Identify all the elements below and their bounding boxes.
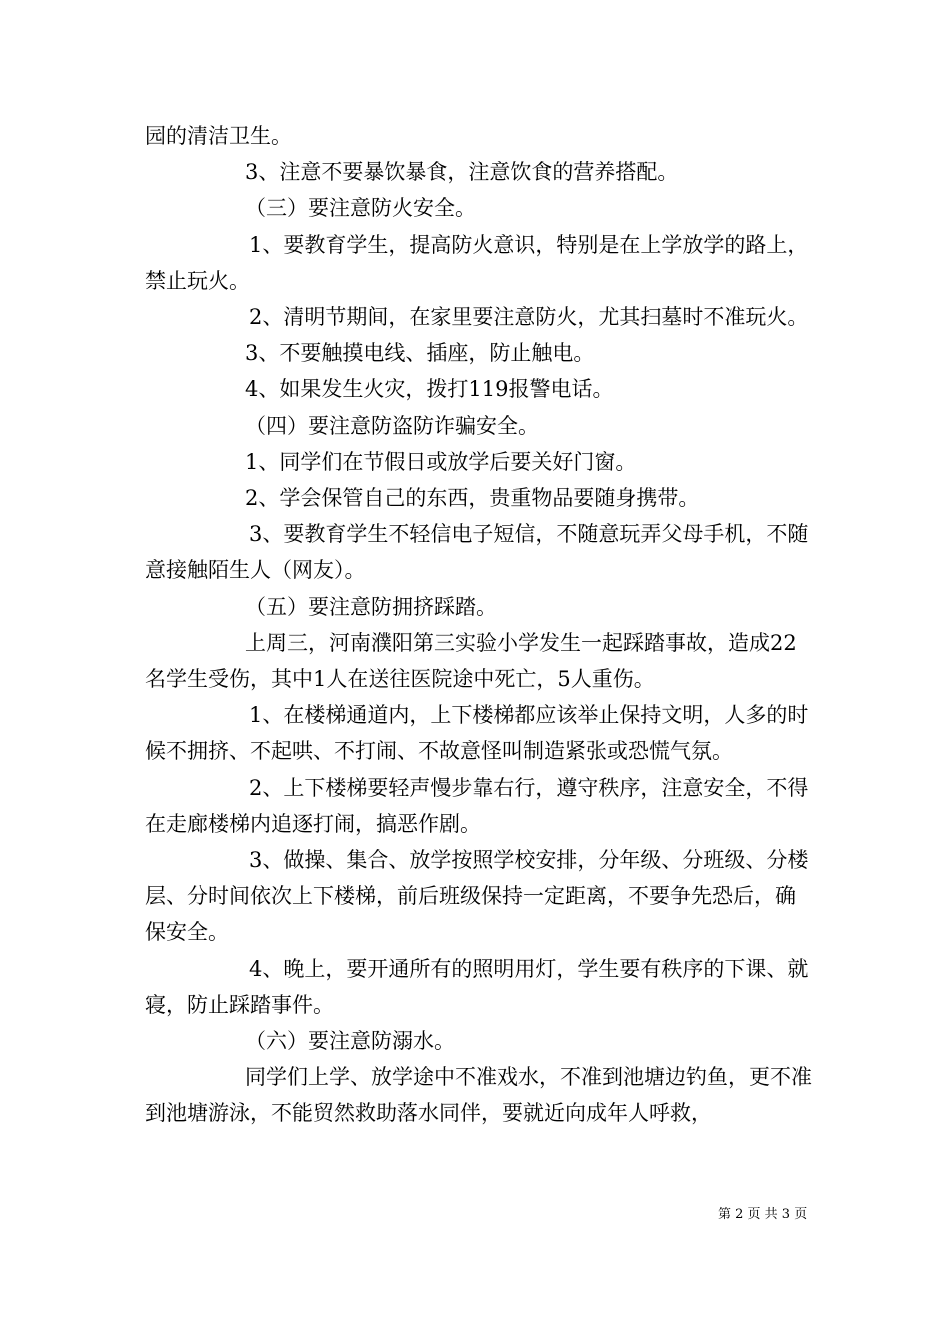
document-body [145, 118, 815, 1132]
paragraph: 3、注意不要暴饮暴食，注意饮食的营养搭配。 [245, 160, 679, 185]
section-heading: （五）要注意防拥挤踩踏。 [245, 594, 497, 619]
paragraph: 1、要教育学生，提高防火意识，特别是在上学放学的路上，禁止玩火。 [145, 232, 809, 293]
section-heading: （六）要注意防溺水。 [245, 1029, 455, 1054]
paragraph: 2、上下楼梯要轻声慢步靠右行，遵守秩序，注意安全，不得在走廊楼梯内追逐打闹，搞恶作剧。 [145, 775, 809, 836]
paragraph: 4、如果发生火灾，拨打119报警电话。 [245, 377, 614, 402]
paragraph: 4、晚上，要开通所有的照明用灯，学生要有秩序的下课、就寝，防止踩踏事件。 [145, 956, 809, 1017]
page-number: 第 2 页 共 3 页 [718, 1207, 808, 1222]
paragraph: 园的清洁卫生。 [145, 124, 292, 148]
paragraph: 2、清明节期间，在家里要注意防火，尤其扫墓时不准玩火。 [249, 305, 809, 330]
paragraph: 上周三，河南濮阳第三实验小学发生一起踩踏事故，造成22名学生受伤，其中1人在送往医院途中死亡，5人重伤。 [145, 630, 797, 692]
section-heading: （四）要注意防盗防诈骗安全。 [245, 413, 539, 438]
paragraph: 1、同学们在节假日或放学后要关好门窗。 [245, 449, 637, 474]
paragraph: 同学们上学、放学途中不准戏水，不准到池塘边钓鱼，更不准到池塘游泳，不能贸然救助落水同伴，要就近向成年人呼救， [145, 1065, 812, 1126]
paragraph: 3、做操、集合、放学按照学校安排，分年级、分班级、分楼层、分时间依次上下楼梯，前后班级保持一定距离，不要争先恐后，确保安全。 [145, 848, 809, 945]
paragraph: 2、学会保管自己的东西，贵重物品要随身携带。 [245, 486, 700, 511]
paragraph: 3、不要触摸电线、插座，防止触电。 [245, 341, 595, 366]
paragraph: 3、要教育学生不轻信电子短信，不随意玩弄父母手机，不随意接触陌生人（网友）。 [145, 522, 809, 583]
paragraph: 1、在楼梯通道内，上下楼梯都应该举止保持文明，人多的时候不拥挤、不起哄、不打闹、不故意怪叫制造紧张或恐慌气氛。 [145, 703, 809, 764]
section-heading: （三）要注意防火安全。 [245, 196, 476, 221]
